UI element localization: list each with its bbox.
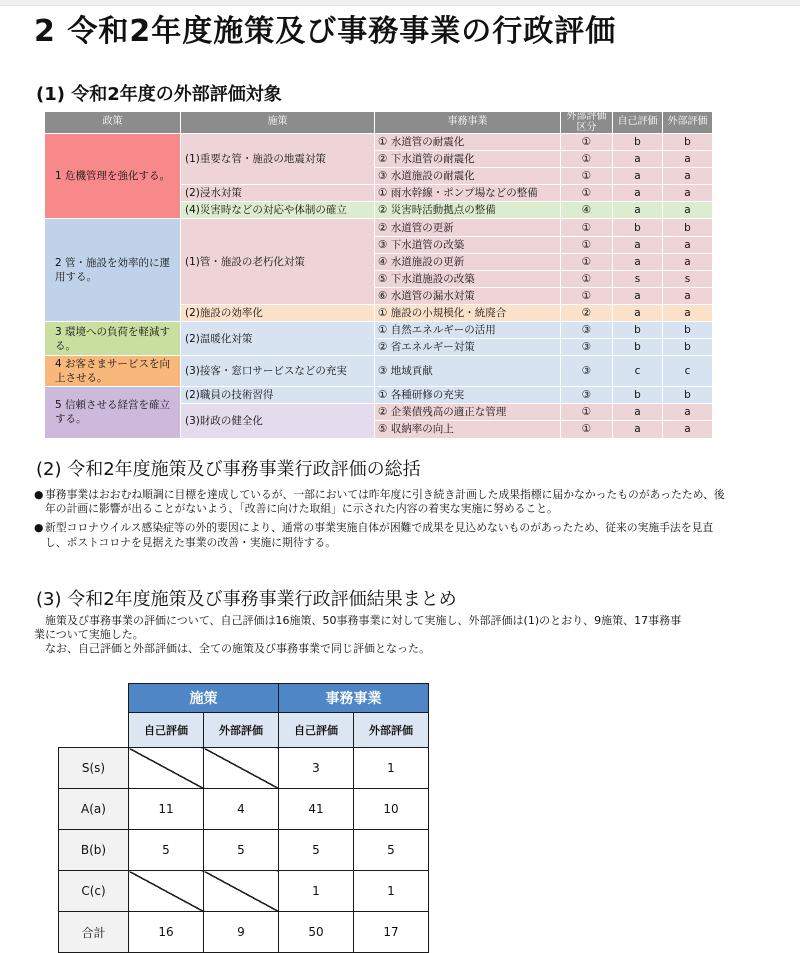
- external-eval-cell: b: [663, 339, 713, 356]
- table-row: [59, 830, 429, 871]
- value-cell: 5: [204, 830, 279, 871]
- row-label: C(c): [59, 871, 129, 912]
- project-cell: ② 下水道管の耐震化: [375, 151, 561, 168]
- value-cell: 41: [279, 789, 354, 830]
- paragraph-line: なお、自己評価と外部評価は、全ての施策及び事務事業で同じ評価となった。: [45, 642, 430, 655]
- external-eval-cell: a: [663, 287, 713, 304]
- table-row: [59, 912, 429, 953]
- category-cell: ③: [561, 322, 613, 339]
- external-eval-cell: a: [663, 185, 713, 202]
- row-label: S(s): [59, 748, 129, 789]
- category-cell: ③: [561, 387, 613, 404]
- category-cell: ②: [561, 304, 613, 321]
- policy-cell: 4 お客さまサービスを向上させる。: [45, 356, 181, 387]
- sub-header-external: 外部評価: [204, 713, 279, 748]
- value-cell: 5: [354, 830, 429, 871]
- self-eval-cell: s: [613, 270, 663, 287]
- bullet-item: [34, 521, 734, 549]
- project-cell: ① 雨水幹線・ポンプ場などの整備: [375, 185, 561, 202]
- table-row: [45, 356, 713, 387]
- measure-cell: (1)管・施設の老朽化対策: [181, 219, 375, 304]
- sub-header-external: 外部評価: [354, 713, 429, 748]
- measure-cell: (2)職員の技術習得: [181, 387, 375, 404]
- category-cell: ①: [561, 151, 613, 168]
- project-cell: ③ 水道施設の耐震化: [375, 168, 561, 185]
- self-eval-cell: b: [613, 322, 663, 339]
- header-project: 事務事業: [375, 112, 561, 134]
- value-cell: 5: [129, 830, 204, 871]
- external-eval-cell: a: [663, 404, 713, 421]
- category-cell: ④: [561, 202, 613, 219]
- bullet-icon: ●: [34, 521, 44, 535]
- project-cell: ① 自然エネルギーの活用: [375, 322, 561, 339]
- external-eval-cell: a: [663, 202, 713, 219]
- self-eval-cell: a: [613, 168, 663, 185]
- results-paragraph: [34, 614, 684, 656]
- evaluation-target-table: [44, 111, 713, 439]
- table-row: [45, 134, 713, 151]
- category-cell: ①: [561, 134, 613, 151]
- project-cell: ⑥ 水道管の漏水対策: [375, 287, 561, 304]
- paragraph-line: 施策及び事務事業の評価について、自己評価は16施策、50事務事業に対して実施し、外部評価は(1)のとおり、9施策、17事務事業について実施した。: [34, 614, 682, 641]
- value-cell: 1: [354, 871, 429, 912]
- value-cell: 11: [129, 789, 204, 830]
- group-header-measures: 施策: [129, 684, 279, 713]
- category-cell: ③: [561, 339, 613, 356]
- self-eval-cell: a: [613, 287, 663, 304]
- empty-slash-cell: [204, 748, 279, 789]
- results-summary-table: [58, 683, 429, 953]
- project-cell: ② 水道管の更新: [375, 219, 561, 236]
- category-cell: ①: [561, 168, 613, 185]
- self-eval-cell: a: [613, 185, 663, 202]
- project-cell: ① 施設の小規模化・統廃合: [375, 304, 561, 321]
- measure-cell: (4)災害時などの対応や体制の確立: [181, 202, 375, 219]
- external-eval-cell: b: [663, 387, 713, 404]
- category-cell: ①: [561, 404, 613, 421]
- self-eval-cell: a: [613, 304, 663, 321]
- bullet-item: [34, 488, 734, 516]
- table-row: [59, 748, 429, 789]
- self-eval-cell: a: [613, 421, 663, 438]
- sub-header-self: 自己評価: [129, 713, 204, 748]
- bullet-text: 新型コロナウイルス感染症等の外的要因により、通常の事業実施自体が困難で成果を見込めないものがあったため、従来の実施手法を見直し、ポストコロナを見据えた事業の改善・実施に期待する。: [45, 521, 714, 549]
- table-row: [45, 387, 713, 404]
- external-eval-cell: a: [663, 236, 713, 253]
- value-cell: 4: [204, 789, 279, 830]
- category-cell: ①: [561, 236, 613, 253]
- policy-cell: 5 信頼させる経営を確立する。: [45, 387, 181, 438]
- external-eval-cell: b: [663, 219, 713, 236]
- group-header-projects: 事務事業: [279, 684, 429, 713]
- external-eval-cell: c: [663, 356, 713, 387]
- header-external-eval: 外部評価: [663, 112, 713, 134]
- measure-cell: (2)温暖化対策: [181, 322, 375, 356]
- page-title: 2 令和2年度施策及び事務事業の行政評価: [34, 14, 617, 49]
- self-eval-cell: b: [613, 134, 663, 151]
- project-cell: ④ 水道施設の更新: [375, 253, 561, 270]
- external-eval-cell: b: [663, 134, 713, 151]
- category-cell: ①: [561, 253, 613, 270]
- category-cell: ①: [561, 287, 613, 304]
- external-eval-cell: a: [663, 168, 713, 185]
- value-cell: 50: [279, 912, 354, 953]
- empty-slash-cell: [204, 871, 279, 912]
- self-eval-cell: b: [613, 387, 663, 404]
- value-cell: 1: [354, 748, 429, 789]
- value-cell: 17: [354, 912, 429, 953]
- project-cell: ① 各種研修の充実: [375, 387, 561, 404]
- table-row: [45, 322, 713, 339]
- external-eval-cell: b: [663, 322, 713, 339]
- policy-cell: 3 環境への負荷を軽減する。: [45, 322, 181, 356]
- external-eval-cell: s: [663, 270, 713, 287]
- measure-cell: (3)接客・窓口サービスなどの充実: [181, 356, 375, 387]
- sub-header-self: 自己評価: [279, 713, 354, 748]
- value-cell: 10: [354, 789, 429, 830]
- row-label: A(a): [59, 789, 129, 830]
- bullet-icon: ●: [34, 488, 44, 501]
- header-self-eval: 自己評価: [613, 112, 663, 134]
- measure-cell: (2)浸水対策: [181, 185, 375, 202]
- measure-cell: (2)施設の効率化: [181, 304, 375, 321]
- row-label: B(b): [59, 830, 129, 871]
- category-cell: ①: [561, 219, 613, 236]
- project-cell: ② 企業債残高の適正な管理: [375, 404, 561, 421]
- category-cell: ③: [561, 356, 613, 387]
- corner-blank: [59, 713, 129, 748]
- value-cell: 9: [204, 912, 279, 953]
- project-cell: ⑤ 収納率の向上: [375, 421, 561, 438]
- measure-cell: (3)財政の健全化: [181, 404, 375, 438]
- measure-cell: (1)重要な管・施設の地震対策: [181, 134, 375, 185]
- category-cell: ①: [561, 270, 613, 287]
- header-external-category: [561, 112, 613, 134]
- self-eval-cell: a: [613, 202, 663, 219]
- table-row: [45, 219, 713, 236]
- self-eval-cell: b: [613, 339, 663, 356]
- header-external-category-label: 外部評価区分: [566, 111, 607, 133]
- summary-bullets: [34, 488, 734, 555]
- table-row: [59, 871, 429, 912]
- external-eval-cell: a: [663, 151, 713, 168]
- project-cell: ② 災害時活動拠点の整備: [375, 202, 561, 219]
- external-eval-cell: a: [663, 253, 713, 270]
- project-cell: ① 水道管の耐震化: [375, 134, 561, 151]
- self-eval-cell: c: [613, 356, 663, 387]
- value-cell: 5: [279, 830, 354, 871]
- project-cell: ③ 下水道管の改築: [375, 236, 561, 253]
- header-policy: 政策: [45, 112, 181, 134]
- value-cell: 1: [279, 871, 354, 912]
- project-cell: ⑤ 下水道施設の改築: [375, 270, 561, 287]
- policy-cell: 2 管・施設を効率的に運用する。: [45, 219, 181, 322]
- self-eval-cell: a: [613, 151, 663, 168]
- bullet-text: 事務事業はおおむね順調に目標を達成しているが、一部においては昨年度に引き続き計画した成果指標に届かなかったものがあったため、後年の計画に影響が出ることがないよう、「改善に向けた取組」に示された内容の着実な実施に努めること。: [45, 488, 725, 516]
- empty-slash-cell: [129, 748, 204, 789]
- corner-blank: [59, 684, 129, 713]
- self-eval-cell: a: [613, 253, 663, 270]
- project-cell: ③ 地域貢献: [375, 356, 561, 387]
- external-eval-cell: a: [663, 304, 713, 321]
- category-cell: ①: [561, 421, 613, 438]
- self-eval-cell: a: [613, 236, 663, 253]
- table-row: [59, 789, 429, 830]
- project-cell: ② 省エネルギー対策: [375, 339, 561, 356]
- row-label: 合計: [59, 912, 129, 953]
- self-eval-cell: a: [613, 404, 663, 421]
- section2-heading: (2) 令和2年度施策及び事務事業行政評価の総括: [36, 459, 421, 480]
- self-eval-cell: b: [613, 219, 663, 236]
- section1-heading: (1) 令和2年度の外部評価対象: [36, 84, 282, 105]
- value-cell: 16: [129, 912, 204, 953]
- category-cell: ①: [561, 185, 613, 202]
- value-cell: 3: [279, 748, 354, 789]
- header-measure: 施策: [181, 112, 375, 134]
- empty-slash-cell: [129, 871, 204, 912]
- external-eval-cell: a: [663, 421, 713, 438]
- section3-heading: (3) 令和2年度施策及び事務事業行政評価結果まとめ: [36, 589, 457, 610]
- policy-cell: 1 危機管理を強化する。: [45, 134, 181, 219]
